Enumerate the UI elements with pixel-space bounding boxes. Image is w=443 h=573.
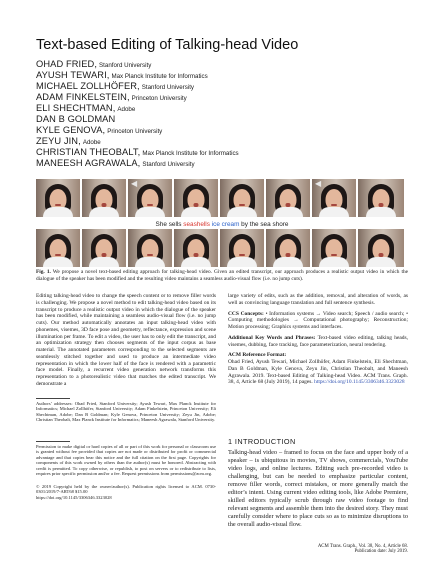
- author-entry: [36, 156, 239, 167]
- video-frame: [128, 229, 172, 267]
- teaser-figure: [36, 179, 408, 263]
- author-affiliation: Max Planck Institute for Informatics: [111, 73, 208, 80]
- author-entry: [36, 112, 239, 123]
- video-frame: [312, 229, 356, 267]
- video-frame: [358, 229, 404, 267]
- author-affiliation: Stanford University: [99, 62, 152, 69]
- transcript-text: by the sea shore: [239, 221, 289, 228]
- author-affiliation: Princeton University: [131, 95, 187, 102]
- footnote-rule: [36, 441, 70, 442]
- author-name: OHAD FRIED,: [36, 59, 98, 69]
- paper-title: Text-based Editing of Talking-head Video: [36, 37, 299, 53]
- author-name: CHRISTIAN THEOBALT,: [36, 147, 141, 157]
- author-entry: [36, 79, 239, 90]
- author-entry: [36, 57, 239, 68]
- author-list: [36, 57, 239, 167]
- arrow-icon: ◀: [315, 179, 322, 188]
- author-affiliation: Adobe: [117, 106, 136, 113]
- author-affiliation: Stanford University: [141, 84, 195, 91]
- author-name: DAN B GOLDMAN: [36, 114, 116, 124]
- introduction-text: Talking-head video – framed to focus on the face and upper body of a speaker – is ubiquitous in movies, TV shows, commercials, YouTube video logs, and online lectures. Editing such pre-recorded video is challenging, but can be needed to emphasize particular content, remove filler words, correct mistakes, or more generally match the editor’s intent. Using current video editing tools, like Adobe Premiere, skilled editors typically scrub through raw video footage to find relevant segments and assemble them into the desired story. They must carefully consider where to place cuts so as to minimize disruptions to the overall audio-visual flow.: [228, 449, 408, 529]
- abstract-paragraph: Editing talking-head video to change the speech content or to remove filler words is challenging. We propose a novel method to edit talking-head video based on its transcript to produce a realistic output video in which the dialogue of the speaker has been modified, while maintaining a seamless audio-visual flow (i.e. no jump cuts). Our method automatically annotates an input talking-head video with phonemes, visemes, 3D face pose and geometry, reflectance, expression and scene illumination per frame. To edit a video, the user has to only edit the transcript, and an optimization strategy then chooses segments of the input corpus as base material. The annotated parameters corresponding to the selected segments are seamlessly stitched together and used to produce an intermediate video representation in which the lower half of the face is rendered with a parametric face model. Finally, a recurrent video generation network transforms this representation to a photorealistic video that matches the edited transcript. We demonstrate a: [36, 293, 216, 387]
- author-entry: [36, 101, 239, 112]
- section-heading: 1 INTRODUCTION: [228, 437, 296, 446]
- reference-format-text: Ohad Fried, Ayush Tewari, Michael Zollhöfer, Adam Finkelstein, Eli Shechtman, Dan B Goldman, Kyle Genova, Zeyu Jin, Christian Theobalt, and Maneesh Agrawala. 2019. Text-based Editing of Talking-head Video. ACM Trans. Graph. 38, 4, Article 68 (July 2019), 14 pages.: [228, 359, 408, 386]
- copyright-footnote: © 2019 Copyright held by the owner/author(s). Publication rights licensed to ACM. 0730-0301/2019/7-ART68 $15.00: [36, 484, 216, 495]
- arrow-icon: ◀: [131, 179, 138, 188]
- video-frame: [174, 229, 218, 267]
- author-affiliation: Max Planck Institute for Informatics: [142, 150, 239, 157]
- transcript-caption: [36, 220, 408, 229]
- video-frame: [82, 179, 126, 217]
- video-frame: [220, 179, 264, 217]
- author-entry: [36, 90, 239, 101]
- video-frame: [174, 179, 218, 217]
- video-frame: [220, 229, 264, 267]
- author-addresses-footnote: Authors’ addresses: Ohad Fried, Stanford University; Ayush Tewari, Max Planck Institute for Informatics; Michael Zollhöfer, Stanford University; Adam Finkelstein, Princeton University; Eli Shechtman, Adobe; Dan B Goldman; Kyle Genova, Princeton University; Zeyu Jin, Adobe; Christian Theobalt, Max Planck Institute for Informatics; Maneesh Agrawala, Stanford University.: [36, 401, 216, 423]
- right-column: [228, 293, 408, 386]
- figure-label: Fig. 1.: [36, 269, 51, 275]
- author-entry: [36, 134, 239, 145]
- inserted-word: ice cream: [211, 221, 240, 228]
- doi-link[interactable]: https://doi.org/10.1145/3306346.3323028: [314, 379, 405, 386]
- abstract-continuation: large variety of edits, such as the addition, removal, and alteration of words, as well as convincing language translation and full sentence synthesis.: [228, 293, 408, 306]
- video-frame: [82, 229, 126, 267]
- permission-footnote: Permission to make digital or hard copies of all or part of this work for personal or classroom use is granted without fee provided that copies are not made or distributed for profit or commercial advantage and that copies bear this notice and the full citation on the first page. Copyrights for components of this work owned by others than the author(s) must be honored. Abstracting with credit is permitted. To copy otherwise, or republish, to post on servers or to redistribute to lists, requires prior specific permission and/or a fee. Request permissions from permissions@acm.org.: [36, 444, 216, 477]
- video-frame: [358, 179, 404, 217]
- figure-caption: [36, 269, 408, 282]
- transcript-text: She sells: [155, 221, 184, 228]
- ccs-concepts: [228, 311, 408, 331]
- author-name: ADAM FINKELSTEIN,: [36, 92, 130, 102]
- author-name: MICHAEL ZOLLHÖFER,: [36, 81, 140, 91]
- figure-caption-text: We propose a novel text-based editing approach for talking-head video. Given an edited transcript, our approach produces a realistic output video in which the dialogue of the speaker has been modified and the resulting video maintains a seamless audio-visual flow (i.e. no jump cuts).: [36, 269, 408, 282]
- video-frame-strip: [36, 229, 408, 267]
- author-name: MANEESH AGRAWALA,: [36, 158, 141, 168]
- doi-footnote: https://doi.org/10.1145/3306346.3323028: [36, 495, 112, 500]
- author-entry: [36, 68, 239, 79]
- author-name: ELI SHECHTMAN,: [36, 103, 116, 113]
- video-frame: [36, 229, 80, 267]
- author-name: AYUSH TEWARI,: [36, 70, 110, 80]
- keywords-text: Text-based video editing, talking heads, visemes, dubbing, face tracking, face parameterization, neural rendering.: [228, 334, 408, 348]
- ccs-text: • Information systems → Video search; Speech / audio search; • Computing methodologies → Computational photography; Reconstruction; Motion processing; Graphics systems and interfaces.: [228, 310, 409, 330]
- keywords: [228, 335, 408, 349]
- reference-format: [228, 352, 408, 386]
- reference-format-label: ACM Reference Format:: [228, 352, 287, 359]
- abstract: [36, 293, 216, 388]
- ccs-label: CCS Concepts:: [228, 310, 264, 317]
- author-name: KYLE GENOVA,: [36, 125, 106, 135]
- video-frame: [128, 179, 172, 217]
- footnote-rule: [36, 398, 70, 399]
- running-footer: ACM Trans. Graph., Vol. 38, No. 4, Article 68. Publication date: July 2019.: [317, 544, 408, 554]
- video-frame: [266, 229, 310, 267]
- author-entry: [36, 145, 239, 156]
- keywords-label: Additional Key Words and Phrases:: [228, 334, 316, 341]
- author-affiliation: Princeton University: [107, 128, 163, 135]
- author-affiliation: Adobe: [82, 139, 101, 146]
- author-entry: [36, 123, 239, 134]
- video-frame: [266, 179, 310, 217]
- video-frame: [36, 179, 80, 217]
- video-frame: [312, 179, 356, 217]
- author-name: ZEYU JIN,: [36, 136, 81, 146]
- author-affiliation: Stanford University: [142, 161, 195, 168]
- removed-word: seashells: [183, 221, 210, 228]
- video-frame-strip: [36, 179, 408, 217]
